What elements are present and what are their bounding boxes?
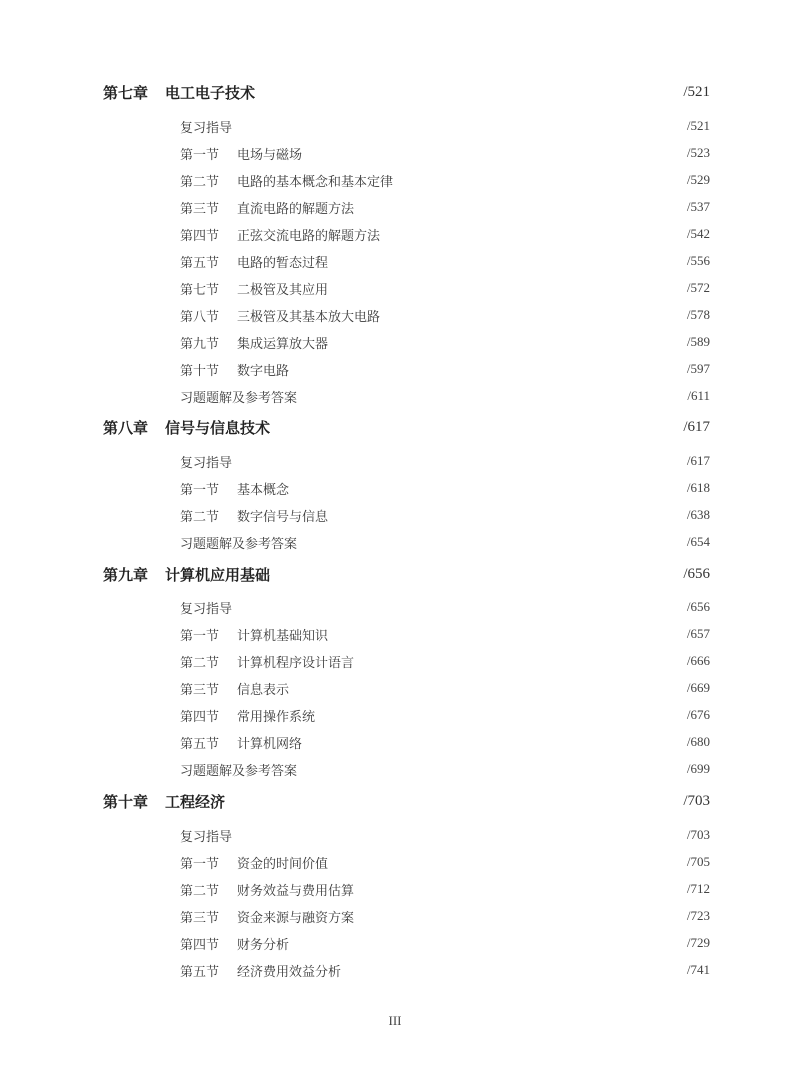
- section-number: 第二节: [180, 509, 220, 525]
- toc-section-row[interactable]: [180, 732, 710, 752]
- toc-section-row[interactable]: [180, 705, 710, 725]
- section-title: 计算机程序设计语言: [237, 655, 355, 671]
- page-number: III: [388, 1013, 402, 1028]
- toc-section-row[interactable]: [180, 170, 710, 190]
- toc-section-row[interactable]: [180, 678, 710, 698]
- toc-entry-text: [180, 598, 232, 617]
- section-title: 经济费用效益分析: [237, 964, 342, 980]
- toc-entry-text: [180, 679, 289, 698]
- toc-entry-text: [180, 198, 354, 217]
- page-reference: /669: [686, 680, 710, 695]
- section-number: 第三节: [180, 201, 220, 217]
- page-reference: /656: [683, 565, 710, 582]
- toc-section-row[interactable]: [180, 825, 710, 845]
- toc-entry-text: [180, 306, 380, 325]
- toc-entry-text: [103, 82, 255, 103]
- chapter-title: 工程经济: [165, 792, 226, 811]
- toc-entry-text: [180, 934, 289, 953]
- page-reference: /712: [686, 881, 710, 896]
- toc-section-row[interactable]: [180, 143, 710, 163]
- page-reference: /617: [686, 453, 710, 468]
- page-reference: /521: [686, 118, 710, 133]
- section-title: 电路的暂态过程: [237, 255, 329, 271]
- section-title: 计算机基础知识: [237, 628, 329, 644]
- toc-entry-text: [103, 564, 270, 585]
- toc-entry-text: [180, 452, 232, 471]
- page-reference: /529: [686, 172, 710, 187]
- toc-section-row[interactable]: [180, 532, 710, 552]
- toc-entry-text: [180, 225, 380, 244]
- toc-section-row[interactable]: [180, 386, 710, 406]
- toc-entry-text: [180, 706, 315, 725]
- toc-entry-text: [180, 252, 328, 271]
- toc-entry-text: [180, 333, 328, 352]
- section-title: 数字电路: [237, 363, 290, 379]
- section-number: 第七节: [180, 282, 220, 298]
- page-reference: /572: [686, 280, 710, 295]
- page-reference: /611: [687, 388, 710, 403]
- section-title: 习题题解及参考答案: [180, 390, 298, 406]
- page-reference: /523: [686, 145, 710, 160]
- section-title: 复习指导: [180, 829, 233, 845]
- toc-section-row[interactable]: [180, 505, 710, 525]
- page-reference: /703: [686, 827, 710, 842]
- section-title: 复习指导: [180, 120, 233, 136]
- section-number: 第九节: [180, 336, 220, 352]
- toc-section-row[interactable]: [180, 116, 710, 136]
- section-title: 习题题解及参考答案: [180, 536, 298, 552]
- section-title: 电路的基本概念和基本定律: [237, 174, 394, 190]
- page-reference: /542: [686, 226, 710, 241]
- toc-section-row[interactable]: [180, 359, 710, 379]
- section-title: 电场与磁场: [237, 147, 303, 163]
- toc-section-row[interactable]: [180, 332, 710, 352]
- section-title: 二极管及其应用: [237, 282, 329, 298]
- toc-chapter-row[interactable]: [103, 415, 710, 439]
- section-title: 信息表示: [237, 682, 290, 698]
- toc-section-row[interactable]: [180, 624, 710, 644]
- toc-entry-text: [180, 880, 354, 899]
- section-number: 第八节: [180, 309, 220, 325]
- page-reference: /656: [686, 599, 710, 614]
- page-reference: /703: [683, 792, 710, 809]
- chapter-number: 第七章: [103, 83, 149, 102]
- section-number: 第三节: [180, 910, 220, 926]
- page-reference: /666: [686, 653, 710, 668]
- toc-section-row[interactable]: [180, 197, 710, 217]
- page-reference: /638: [686, 507, 710, 522]
- toc-section-row[interactable]: [180, 960, 710, 980]
- section-title: 复习指导: [180, 601, 233, 617]
- toc-entry-text: [180, 360, 289, 379]
- toc-entry-text: [103, 791, 225, 812]
- toc-entry-text: [180, 625, 328, 644]
- page-reference: /618: [686, 480, 710, 495]
- section-number: 第二节: [180, 174, 220, 190]
- page-reference: /597: [686, 361, 710, 376]
- page-reference: /589: [686, 334, 710, 349]
- page-reference: /578: [686, 307, 710, 322]
- section-number: 第五节: [180, 736, 220, 752]
- chapter-number: 第十章: [103, 792, 149, 811]
- section-title: 计算机网络: [237, 736, 303, 752]
- toc-entry-text: [180, 733, 302, 752]
- page-reference: /676: [686, 707, 710, 722]
- page-reference: /657: [686, 626, 710, 641]
- toc-section-row[interactable]: [180, 906, 710, 926]
- section-number: 第五节: [180, 255, 220, 271]
- section-number: 第二节: [180, 655, 220, 671]
- section-title: 数字信号与信息: [237, 509, 329, 525]
- section-number: 第十节: [180, 363, 220, 379]
- toc-entry-text: [180, 387, 297, 406]
- page-reference: /654: [686, 534, 710, 549]
- toc-chapter-row[interactable]: [103, 80, 710, 104]
- toc-entry-text: [180, 506, 328, 525]
- toc-chapter-row[interactable]: [103, 789, 710, 813]
- toc-chapter-row[interactable]: [103, 562, 710, 586]
- section-number: 第一节: [180, 147, 220, 163]
- section-title: 正弦交流电路的解题方法: [237, 228, 381, 244]
- section-title: 基本概念: [237, 482, 290, 498]
- page-reference: /729: [686, 935, 710, 950]
- toc-entry-text: [180, 760, 297, 779]
- section-title: 资金的时间价值: [237, 856, 329, 872]
- toc-section-row[interactable]: [180, 651, 710, 671]
- toc-entry-text: [180, 171, 393, 190]
- section-title: 资金来源与融资方案: [237, 910, 355, 926]
- toc-entry-text: [180, 533, 297, 552]
- toc-section-row[interactable]: [180, 759, 710, 779]
- toc-section-row[interactable]: [180, 933, 710, 953]
- toc-entry-text: [180, 826, 232, 845]
- page-reference: /741: [686, 962, 710, 977]
- section-title: 财务分析: [237, 937, 290, 953]
- section-number: 第三节: [180, 682, 220, 698]
- toc-entry-text: [180, 961, 341, 980]
- section-title: 直流电路的解题方法: [237, 201, 355, 217]
- section-title: 复习指导: [180, 455, 233, 471]
- section-title: 三极管及其基本放大电路: [237, 309, 381, 325]
- toc-section-row[interactable]: [180, 251, 710, 271]
- toc-entry-text: [180, 853, 328, 872]
- toc-entry-text: [180, 117, 232, 136]
- page-reference: /705: [686, 854, 710, 869]
- section-number: 第二节: [180, 883, 220, 899]
- page-reference: /680: [686, 734, 710, 749]
- page-reference: /723: [686, 908, 710, 923]
- page-reference: /521: [683, 83, 710, 100]
- page-reference: /537: [686, 199, 710, 214]
- toc-entry-text: [180, 652, 354, 671]
- chapter-title: 计算机应用基础: [165, 565, 271, 584]
- section-title: 集成运算放大器: [237, 336, 329, 352]
- toc-section-row[interactable]: [180, 879, 710, 899]
- toc-section-row[interactable]: [180, 478, 710, 498]
- section-title: 财务效益与费用估算: [237, 883, 355, 899]
- toc-entry-text: [180, 279, 328, 298]
- section-number: 第一节: [180, 482, 220, 498]
- toc-entry-text: [180, 144, 302, 163]
- toc-entry-text: [103, 417, 270, 438]
- page-reference: /617: [683, 418, 710, 435]
- section-number: 第一节: [180, 856, 220, 872]
- section-number: 第一节: [180, 628, 220, 644]
- section-number: 第五节: [180, 964, 220, 980]
- chapter-title: 电工电子技术: [165, 83, 256, 102]
- toc-section-row[interactable]: [180, 278, 710, 298]
- toc-section-row[interactable]: [180, 224, 710, 244]
- section-number: 第四节: [180, 709, 220, 725]
- toc-entry-text: [180, 479, 289, 498]
- chapter-number: 第九章: [103, 565, 149, 584]
- chapter-title: 信号与信息技术: [165, 418, 271, 437]
- toc-section-row[interactable]: [180, 597, 710, 617]
- chapter-number: 第八章: [103, 418, 149, 437]
- section-number: 第四节: [180, 937, 220, 953]
- toc-entry-text: [180, 907, 354, 926]
- section-title: 习题题解及参考答案: [180, 763, 298, 779]
- toc-section-row[interactable]: [180, 852, 710, 872]
- section-number: 第四节: [180, 228, 220, 244]
- toc-section-row[interactable]: [180, 451, 710, 471]
- toc-section-row[interactable]: [180, 305, 710, 325]
- page-reference: /556: [686, 253, 710, 268]
- section-title: 常用操作系统: [237, 709, 316, 725]
- page-reference: /699: [686, 761, 710, 776]
